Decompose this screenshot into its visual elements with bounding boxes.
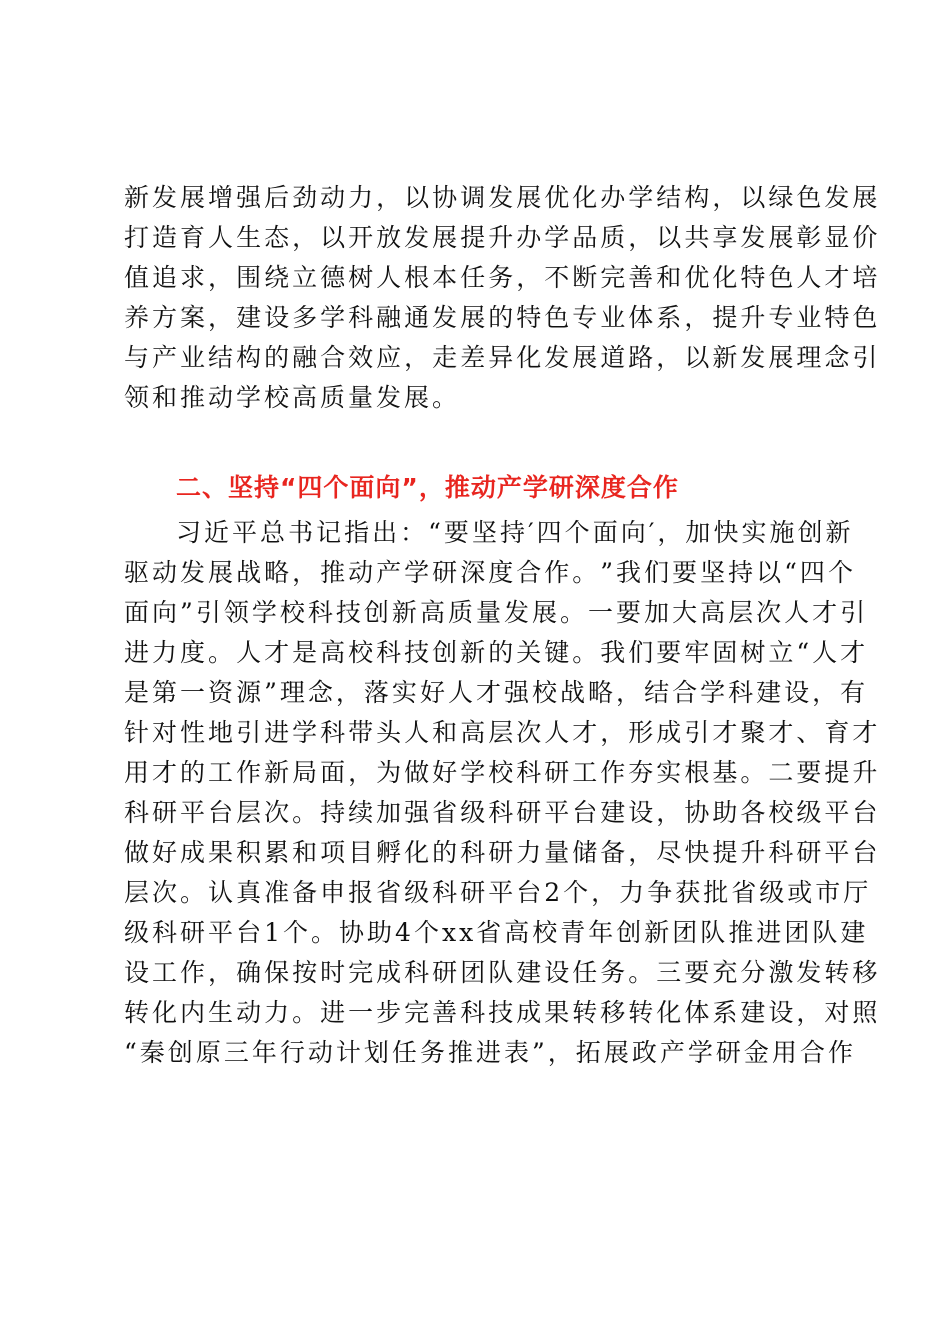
paragraph-2-line-2: 驱 动 发 展 战 略 ， 推 动 产 学 研 深 度 合 作 。 ” 我 们 要 坚 持 以 “ 四 个 bbox=[124, 558, 856, 587]
paragraph-2-line-1: 习 近 平 总 书 记 指 出 ： “ 要 坚 持 ′ 四 个 面 向 ′ ， 加 快 实 施 创 新 bbox=[176, 518, 854, 547]
paragraph-2-line-4: 进 力 度 。 人 才 是 高 校 科 技 创 新 的 关 键 。 我 们 要 牢 固 树 立 “ 人 才 bbox=[124, 638, 869, 667]
paragraph-2-line-14: “ 秦 创 原 三 年 行 动 计 划 任 务 推 进 表 ” ， 拓 展 政 产 学 研 金 用 合 作 bbox=[124, 1038, 856, 1067]
section-heading: 二、坚持“四个面向”，推动产学研深度合作 bbox=[176, 473, 679, 502]
paragraph-2-line-12: 设 工 作 ， 确 保 按 时 完 成 科 研 团 队 建 设 任 务 。 三 要 充 分 激 发 转 移 bbox=[124, 958, 881, 987]
paragraph-2-line-9: 做 好 成 果 积 累 和 项 目 孵 化 的 科 研 力 量 储 备 ， 尽 快 提 升 科 研 平 台 bbox=[124, 838, 881, 867]
paragraph-1-line-2: 打 造 育 人 生 态 ， 以 开 放 发 展 提 升 办 学 品 质 ， 以 共 享 发 展 彰 显 价 bbox=[124, 223, 881, 252]
paragraph-1-line-5: 与 产 业 结 构 的 融 合 效 应 ， 走 差 异 化 发 展 道 路 ， 以 新 发 展 理 念 引 bbox=[124, 343, 881, 372]
paragraph-1-line-3: 值 追 求 ， 围 绕 立 德 树 人 根 本 任 务 ， 不 断 完 善 和 优 化 特 色 人 才 培 bbox=[124, 263, 881, 292]
paragraph-2-line-8: 科 研 平 台 层 次 。 持 续 加 强 省 级 科 研 平 台 建 设 ， 协 助 各 校 级 平 台 bbox=[124, 798, 881, 827]
paragraph-2-line-10: 层 次 。 认 真 准 备 申 报 省 级 科 研 平 台 2 个 ， 力 争 获 批 省 级 或 市 厅 bbox=[124, 878, 872, 907]
paragraph-1-line-4: 养 方 案 ， 建 设 多 学 科 融 通 发 展 的 特 色 专 业 体 系 ， 提 升 专 业 特 色 bbox=[124, 303, 881, 332]
paragraph-2-line-3: 面 向 ” 引 领 学 校 科 技 创 新 高 质 量 发 展 。 一 要 加 大 高 层 次 人 才 引 bbox=[124, 598, 869, 627]
paragraph-1-line-6: 领和推动学校高质量发展。 bbox=[124, 383, 461, 412]
paragraph-2-line-6: 针 对 性 地 引 进 学 科 带 头 人 和 高 层 次 人 才 ， 形 成 引 才 聚 才 、 育 才 bbox=[124, 718, 881, 747]
paragraph-2-line-13: 转 化 内 生 动 力 。 进 一 步 完 善 科 技 成 果 转 移 转 化 体 系 建 设 ， 对 照 bbox=[124, 998, 881, 1027]
paragraph-2-line-7: 用 才 的 工 作 新 局 面 ， 为 做 好 学 校 科 研 工 作 夯 实 根 基 。 二 要 提 升 bbox=[124, 758, 881, 787]
paragraph-2 bbox=[124, 513, 881, 1073]
paragraph-2-line-5: 是 第 一 资 源 ” 理 念 ， 落 实 好 人 才 强 校 战 略 ， 结 合 学 科 建 设 ， 有 bbox=[124, 678, 869, 707]
paragraph-2-line-11: 级 科 研 平 台 1 个 。 协 助 4 个 xx 省 高 校 青 年 创 新 团 队 推 进 团 队 建 bbox=[124, 918, 869, 947]
paragraph-1 bbox=[124, 178, 881, 418]
paragraph-1-line-1: 新 发 展 增 强 后 劲 动 力 ， 以 协 调 发 展 优 化 办 学 结 构 ， 以 绿 色 发 展 bbox=[124, 183, 881, 212]
